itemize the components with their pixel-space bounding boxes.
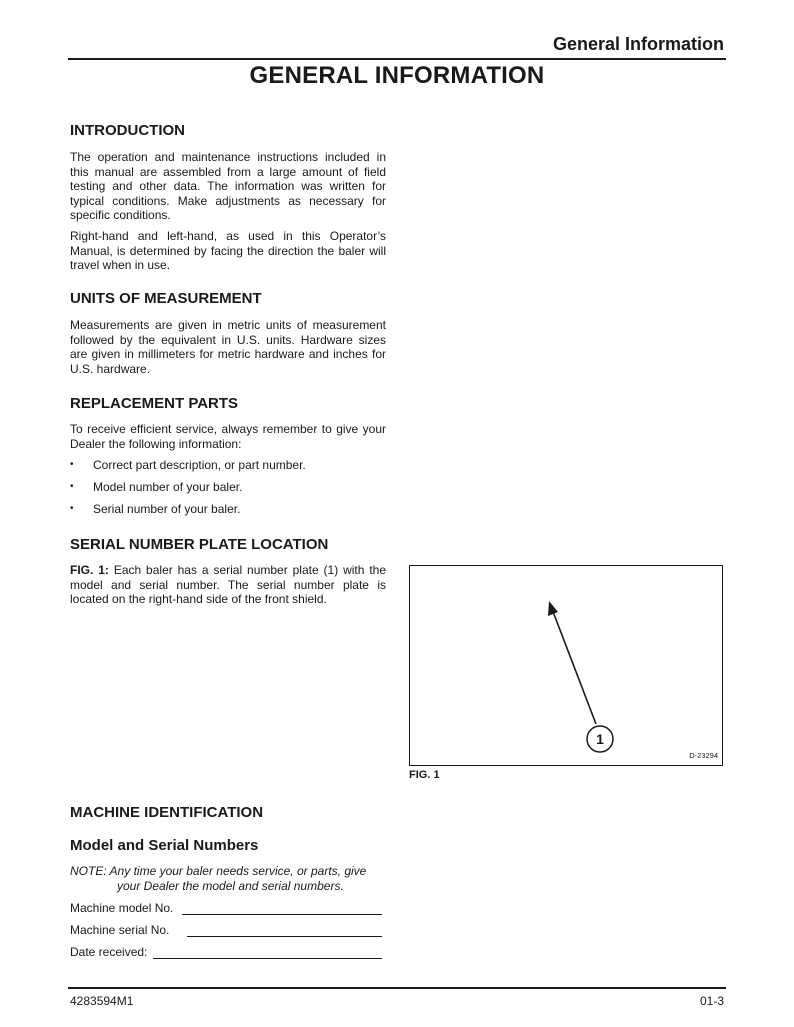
machine-model-blank-line [182,914,382,915]
note-line-1: NOTE: Any time your baler needs service, or parts, give [70,864,367,878]
serial-plate-paragraph [70,563,386,607]
bullet-text: Correct part description, or part number. [93,458,306,472]
units-paragraph: Measurements are given in metric units of measurement followed by the equivalent in U.S. units. Hardware sizes are given in millimeters for metric hardware and inches for U.S. hardware. [70,318,386,376]
note-line-2: your Dealer the model and serial numbers. [117,878,344,893]
footer-rule [68,987,726,989]
introduction-heading: INTRODUCTION [70,122,185,139]
date-received-label: Date received: [70,945,148,959]
figure-1-drawing [410,566,722,765]
replacement-parts-paragraph: To receive efficient service, always remember to give your Dealer the following information: [70,422,386,451]
page-title: GENERAL INFORMATION [249,62,545,89]
leader-arrow [548,601,596,724]
machine-serial-label: Machine serial No. [70,923,170,937]
serial-plate-text: Each baler has a serial number plate (1) with the model and serial number. The serial number plate is located on the right-hand side of the front shield. [70,563,386,606]
bullet-text: Model number of your baler. [93,480,243,494]
fig-reference: FIG. 1: [70,563,109,577]
drawing-id: D-23294 [689,751,718,760]
figure-caption: FIG. 1 [409,769,440,781]
machine-model-field [70,901,173,916]
model-serial-subheading: Model and Serial Numbers [70,837,259,854]
machine-identification-heading: MACHINE IDENTIFICATION [70,804,264,821]
bullet-marker: • [70,459,74,470]
footer-part-number: 4283594M1 [70,994,134,1008]
units-heading: UNITS OF MEASUREMENT [70,290,262,307]
replacement-parts-heading: REPLACEMENT PARTS [70,395,239,412]
bullet-marker: • [70,481,74,492]
callout-number: 1 [596,731,604,747]
introduction-paragraph-2: Right-hand and left-hand, as used in this Operator’s Manual, is determined by facing the direction the baler will travel when in use. [70,229,386,272]
header-rule [68,58,726,60]
machine-serial-field [70,923,169,938]
serial-plate-heading: SERIAL NUMBER PLATE LOCATION [70,536,329,553]
introduction-paragraph-1: The operation and maintenance instructions included in this manual are assembled from a large amount of field testing and other data. The information was written for typical conditions. Make adjustments as necessary for specific conditions. [70,150,386,222]
machine-serial-blank-line [187,936,382,937]
machine-model-label: Machine model No. [70,901,174,915]
note [70,864,390,893]
bullet-text: Serial number of your baler. [93,502,241,516]
date-received-blank-line [153,958,382,959]
running-header-title: General Information [552,34,724,54]
bullet-marker: • [70,503,74,514]
footer-page-number: 01-3 [699,994,724,1008]
figure-1-frame [409,565,723,766]
date-received-field [70,945,147,960]
